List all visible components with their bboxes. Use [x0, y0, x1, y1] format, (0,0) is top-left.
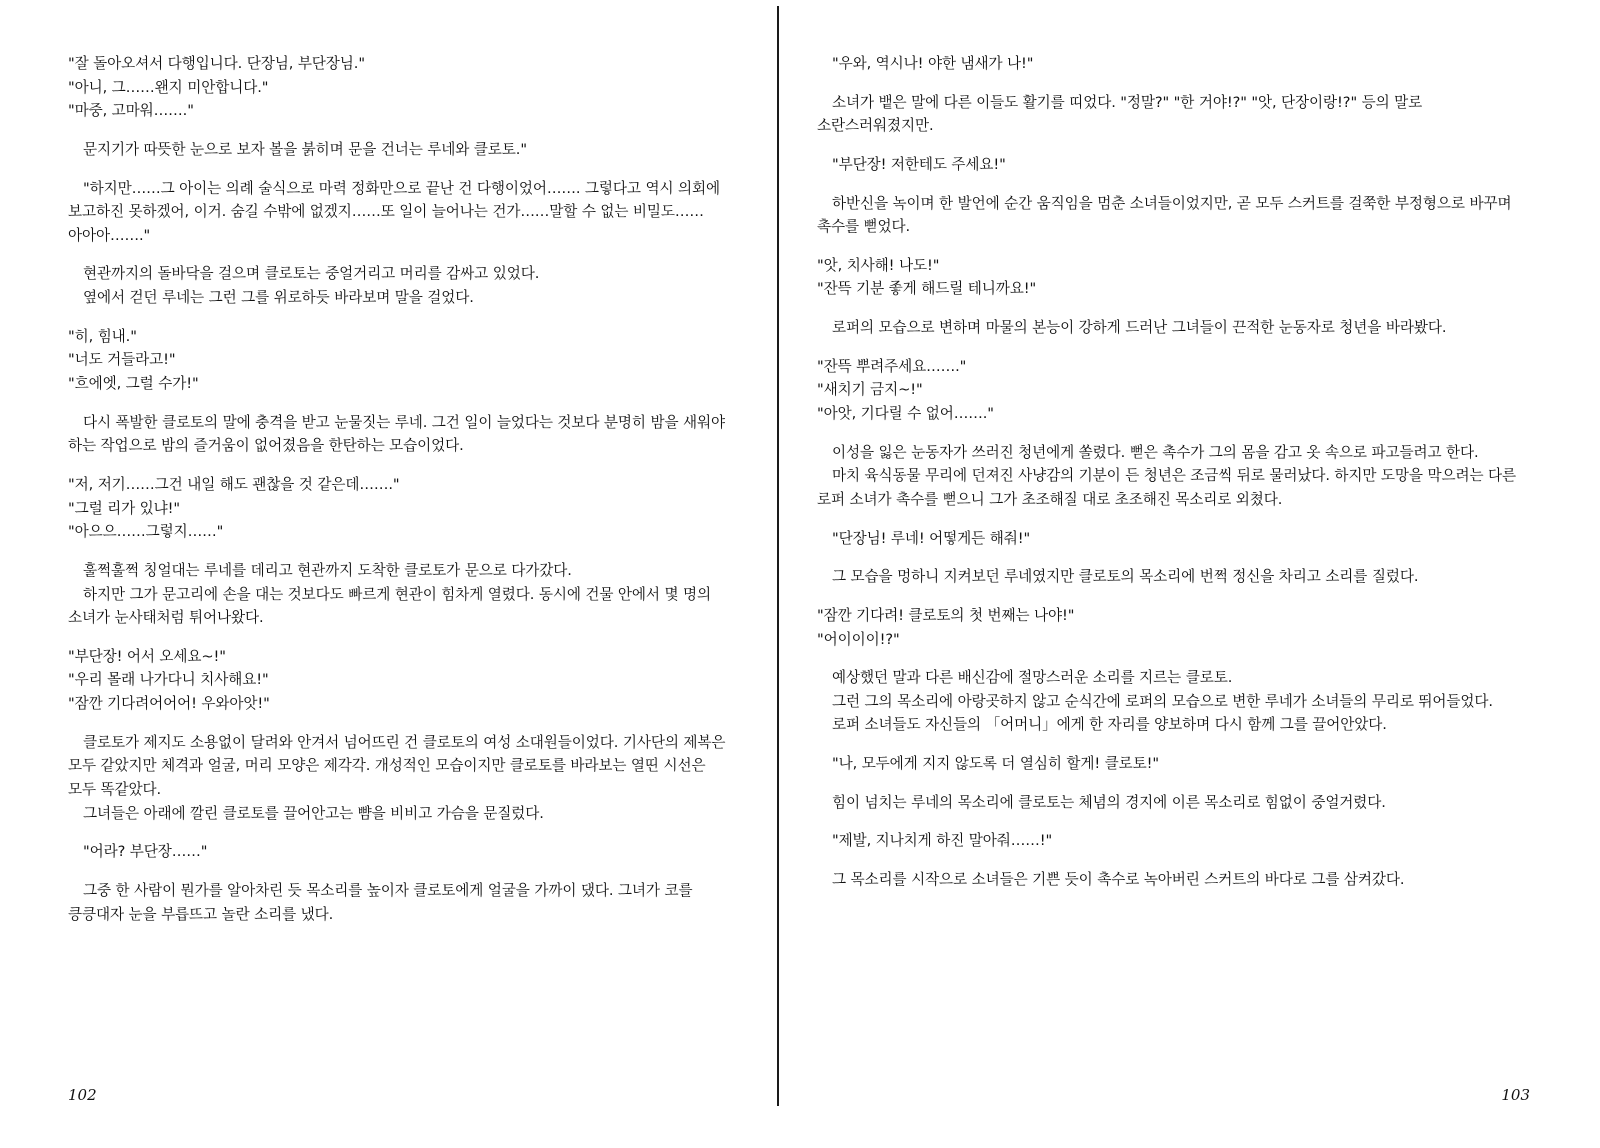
- paragraph: [817, 604, 1530, 651]
- paragraph: [817, 666, 1530, 737]
- paragraph: [68, 262, 735, 309]
- paragraph-line: "잘 돌아오셔서 다행입니다. 단장님, 부단장님.": [68, 55, 365, 72]
- paragraph: [68, 473, 735, 544]
- paragraph: 소녀가 뱉은 말에 다른 이들도 활기를 띠었다. "정말?" "한 거야!?" "앗, 단장이랑!?" 등의 말로 소란스러워졌지만.: [817, 93, 1423, 135]
- page-number-right: 103: [1501, 1086, 1530, 1104]
- paragraph-line: "잠깐 기다려어어어! 우와아앗!": [68, 695, 270, 713]
- paragraph-line: "아으으……그렇지……": [68, 523, 224, 541]
- paragraph: "하지만……그 아이는 의례 술식으로 마력 정화만으로 끝난 건 다행이었어……. 그렇다고 역시 의회에 보고하진 못하겠어, 이거. 숨길 수밖에 없겠지……또 일이 늘어나는 건가……말할 수 없는 비밀도……아아아…….": [68, 179, 720, 244]
- paragraph-line: 훌쩍훌쩍 칭얼대는 루네를 데리고 현관까지 도착한 클로토가 문으로 다가갔다.: [83, 561, 572, 579]
- paragraph-line: "히, 힘내.": [68, 327, 137, 345]
- paragraph: [817, 355, 1530, 426]
- paragraph-line: "흐에엣, 그럴 수가!": [68, 375, 199, 393]
- paragraph: "부단장! 저한테도 주세요!": [832, 155, 1006, 173]
- paragraph: 그중 한 사람이 뭔가를 알아차린 듯 목소리를 높이자 클로토에게 얼굴을 가까이 댔다. 그녀가 코를 킁킁대자 눈을 부릅뜨고 놀란 소리를 냈다.: [68, 881, 693, 923]
- page-left: [0, 0, 777, 1148]
- paragraph: 하반신을 녹이며 한 발언에 순간 움직임을 멈춘 소녀들이었지만, 곧 모두 스커트를 걸쭉한 부정형으로 바꾸며 촉수를 뻗었다.: [817, 194, 1512, 236]
- paragraph: [817, 441, 1530, 512]
- paragraph: "단장님! 루네! 어떻게든 해줘!": [832, 529, 1031, 547]
- paragraph-line: 그런 그의 목소리에 아랑곳하지 않고 순식간에 로퍼의 모습으로 변한 루네가 소녀들의 무리로 뛰어들었다.: [832, 692, 1493, 710]
- paragraph: "나, 모두에게 지지 않도록 더 열심히 할게! 클로토!": [832, 755, 1159, 773]
- paragraph-line: 이성을 잃은 눈동자가 쓰러진 청년에게 쏠렸다. 뻗은 촉수가 그의 몸을 감고 옷 속으로 파고들려고 한다.: [832, 443, 1479, 461]
- page-right: [777, 0, 1600, 1148]
- paragraph-line: "그럴 리가 있냐!": [68, 499, 181, 517]
- paragraph-line: 마치 육식동물 무리에 던져진 사냥감의 기분이 든 청년은 조금씩 뒤로 물러났다. 하지만 도망을 막으려는 다른 로퍼 소녀가 촉수를 뻗으니 그가 초조해질 대로 초조해진 목소리로 외쳤다.: [817, 467, 1516, 508]
- paragraph-line: 하지만 그가 문고리에 손을 대는 것보다도 빠르게 현관이 힘차게 열렸다. 동시에 건물 안에서 몇 명의 소녀가 눈사태처럼 튀어나왔다.: [68, 585, 711, 627]
- paragraph: 로퍼의 모습으로 변하며 마물의 본능이 강하게 드러난 그녀들이 끈적한 눈동자로 청년을 바라봤다.: [832, 319, 1447, 337]
- paragraph: "우와, 역시나! 야한 냄새가 나!": [832, 55, 1034, 72]
- paragraph: 다시 폭발한 클로토의 말에 충격을 받고 눈물짓는 루네. 그건 일이 늘었다는 것보다 분명히 밤을 새워야 하는 작업으로 밤의 즐거움이 없어졌음을 한탄하는 모습이었다.: [68, 413, 725, 455]
- paragraph-line: 클로토가 제지도 소용없이 달려와 안겨서 넘어뜨린 건 클로토의 여성 소대원들이었다. 기사단의 제복은 모두 같았지만 체격과 얼굴, 머리 모양은 제각각. 개성적인 모습이지만 클로토를 바라보는 열띤 시선은 모두 똑같았다.: [68, 733, 726, 799]
- paragraph-line: "아니, 그……왠지 미안합니다.": [68, 78, 269, 96]
- paragraph: 문지기가 따뜻한 눈으로 보자 볼을 붉히며 문을 건너는 루네와 클로토.": [83, 140, 527, 158]
- paragraph: 그 모습을 멍하니 지켜보던 루네였지만 클로토의 목소리에 번쩍 정신을 차리고 소리를 질렀다.: [832, 568, 1419, 586]
- paragraph: [68, 731, 735, 826]
- paragraph-line: 그녀들은 아래에 깔린 클로토를 끌어안고는 뺨을 비비고 가슴을 문질렀다.: [83, 804, 544, 822]
- paragraph-line: "잔뜩 기분 좋게 해드릴 테니까요!": [817, 280, 1037, 298]
- paragraph: [68, 559, 735, 630]
- page-left-body: [68, 52, 735, 926]
- paragraph: [68, 52, 735, 123]
- page-right-body: [817, 52, 1530, 892]
- paragraph: 그 목소리를 시작으로 소녀들은 기쁜 듯이 촉수로 녹아버린 스커트의 바다로 그를 삼켜갔다.: [832, 871, 1405, 889]
- paragraph-line: "앗, 치사해! 나도!": [817, 256, 940, 274]
- page-number-left: 102: [68, 1086, 97, 1104]
- paragraph-line: "잔뜩 뿌려주세요…….": [817, 357, 967, 375]
- paragraph-line: "새치기 금지~!": [817, 381, 923, 399]
- paragraph-line: 로퍼 소녀들도 자신들의 「어머니」에게 한 자리를 양보하며 다시 함께 그를 끌어안았다.: [832, 716, 1387, 734]
- paragraph-line: "잠깐 기다려! 클로토의 첫 번째는 나야!": [817, 606, 1075, 624]
- paragraph: 힘이 넘치는 루네의 목소리에 클로토는 체념의 경지에 이른 목소리로 힘없이 중얼거렸다.: [832, 793, 1386, 811]
- paragraph-line: "너도 거들라고!": [68, 351, 176, 369]
- paragraph-line: 예상했던 말과 다른 배신감에 절망스러운 소리를 지르는 클로토.: [832, 669, 1233, 687]
- paragraph-line: "마중, 고마워…….": [68, 102, 194, 120]
- paragraph: [817, 254, 1530, 301]
- paragraph-line: "부단장! 어서 오세요~!": [68, 647, 226, 665]
- paragraph-line: 옆에서 걷던 루네는 그런 그를 위로하듯 바라보며 말을 걸었다.: [83, 289, 474, 307]
- paragraph: [68, 645, 735, 716]
- paragraph-line: 현관까지의 돌바닥을 걸으며 클로토는 중얼거리고 머리를 감싸고 있었다.: [83, 265, 540, 283]
- paragraph: "제발, 지나치게 하진 말아줘……!": [832, 832, 1053, 850]
- paragraph-line: "저, 저기……그건 내일 해도 괜찮을 것 같은데…….": [68, 475, 400, 493]
- paragraph: "어라? 부단장……": [83, 843, 208, 861]
- paragraph-line: "어이이이!?": [817, 630, 900, 648]
- paragraph-line: "아앗, 기다릴 수 없어…….": [817, 405, 994, 423]
- paragraph: [68, 325, 735, 396]
- paragraph-line: "우리 몰래 나가다니 치사해요!": [68, 671, 269, 689]
